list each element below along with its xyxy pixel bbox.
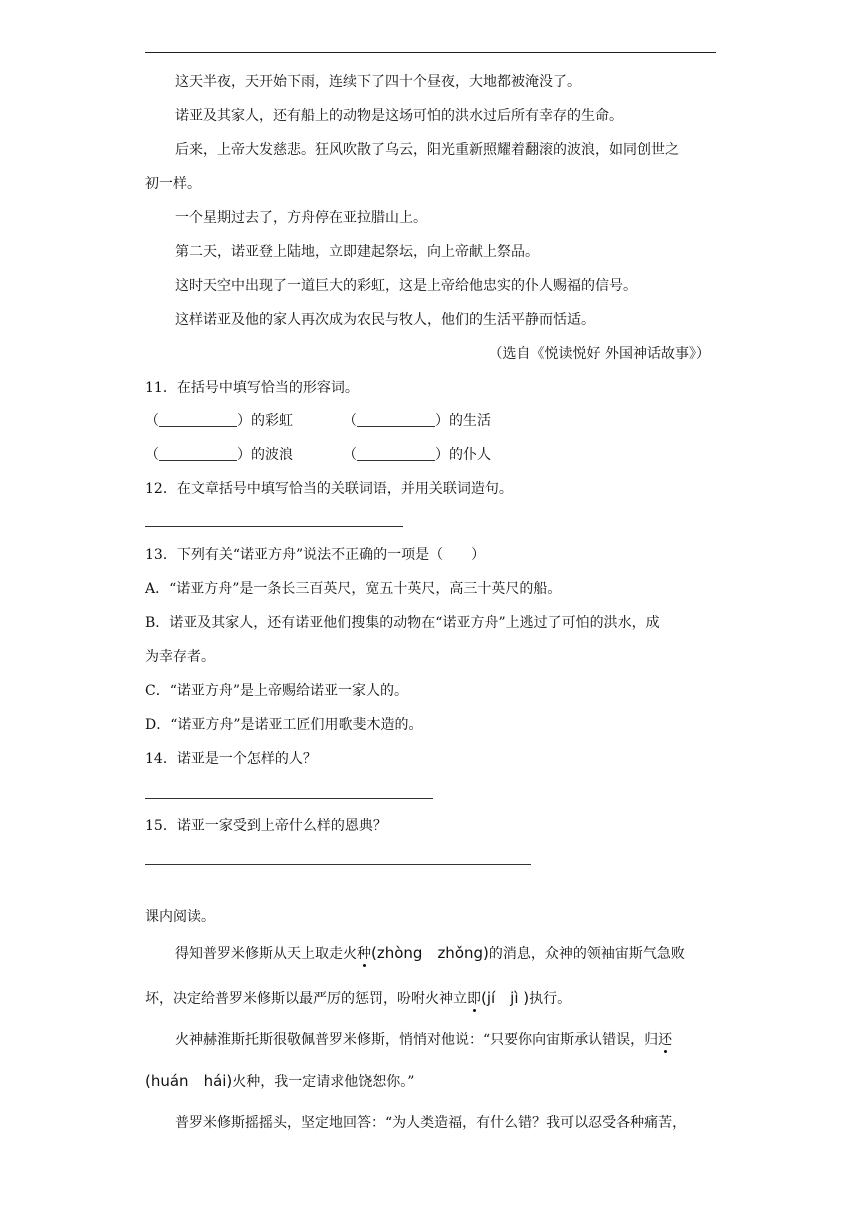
q12-answer-line[interactable] bbox=[145, 526, 403, 527]
reading-paragraph-2-line-2 bbox=[145, 1071, 414, 1092]
section-heading: 课内阅读。 bbox=[145, 909, 215, 925]
r2a-text: 火神赫淮斯托斯很敬佩普罗米修斯，悄悄对他说：“只要你向宙斯承认错误，归 bbox=[175, 1032, 659, 1048]
q11-d-label: ）的仆人 bbox=[435, 447, 491, 463]
story-paragraph-6: 这时天空中出现了一道巨大的彩虹，这是上帝给他忠实的仆人赐福的信号。 bbox=[175, 278, 637, 294]
q14-answer-line[interactable] bbox=[145, 798, 433, 799]
q13-option-b-line-2[interactable]: 为幸存者。 bbox=[145, 649, 215, 665]
q11-d-blank-line[interactable] bbox=[357, 446, 435, 461]
r1b-text: 坏，决定给普罗米修斯以最严厉的惩罚，吩咐火神立 bbox=[145, 991, 467, 1007]
question-15: 15．诺亚一家受到上帝什么样的恩典？ bbox=[145, 818, 387, 834]
reading-paragraph-1-line-2 bbox=[145, 988, 571, 1009]
q11-b-blank-line[interactable] bbox=[357, 412, 435, 427]
q15-answer-line[interactable] bbox=[145, 864, 531, 865]
reading-paragraph-1-line-1 bbox=[175, 943, 685, 964]
reading-paragraph-3: 普罗米修斯摇摇头，坚定地回答：“为人类造福，有什么错？我可以忍受各种痛苦， bbox=[175, 1115, 687, 1131]
q11-c-open-paren: （ bbox=[145, 447, 159, 463]
q11-a-blank-line[interactable] bbox=[159, 412, 237, 427]
r2b-text: 火种，我一定请求他饶恕你。” bbox=[232, 1074, 415, 1090]
reading-paragraph-2-line-1 bbox=[175, 1030, 672, 1050]
q11-blank-rainbow[interactable] bbox=[145, 411, 293, 431]
q11-b-open-paren: （ bbox=[343, 413, 357, 429]
r1b-dotted-char: 即 bbox=[467, 991, 481, 1007]
story-paragraph-5: 第二天，诺亚登上陆地，立即建起祭坛，向上帝献上祭品。 bbox=[175, 244, 539, 260]
r2b-pinyin: (huán hái) bbox=[145, 1072, 233, 1090]
q13-option-b-line-1[interactable]: B．诺亚及其家人，还有诺亚他们搜集的动物在“诺亚方舟”上逃过了可怕的洪水，成 bbox=[145, 615, 660, 631]
q11-blank-servant[interactable] bbox=[343, 445, 491, 465]
q11-a-open-paren: （ bbox=[145, 413, 159, 429]
question-11: 11．在括号中填写恰当的形容词。 bbox=[145, 380, 359, 396]
question-12: 12．在文章括号中填写恰当的关联词语，并用关联词造句。 bbox=[145, 481, 513, 497]
q13-option-d[interactable]: D．“诺亚方舟”是诺亚工匠们用歌斐木造的。 bbox=[145, 717, 423, 733]
r1b-text-post: 执行。 bbox=[529, 991, 572, 1007]
story-paragraph-2: 诺亚及其家人，还有船上的动物是这场可怕的洪水过后所有幸存的生命。 bbox=[175, 108, 623, 124]
story-paragraph-3-line-1: 后来，上帝大发慈悲。狂风吹散了乌云，阳光重新照耀着翻滚的波浪，如同创世之 bbox=[175, 142, 679, 158]
r1a-pinyin: (zhòng zhǒng) bbox=[371, 944, 489, 962]
q11-c-blank-line[interactable] bbox=[159, 446, 237, 461]
q11-blank-life[interactable] bbox=[343, 411, 491, 431]
story-paragraph-1: 这天半夜，天开始下雨，连续下了四十个昼夜，大地都被淹没了。 bbox=[175, 74, 581, 90]
r1b-pinyin: (jí jì ) bbox=[481, 989, 530, 1007]
q11-d-open-paren: （ bbox=[343, 447, 357, 463]
story-paragraph-4: 一个星期过去了，方舟停在亚拉腊山上。 bbox=[175, 210, 427, 226]
q11-c-label: ）的波浪 bbox=[237, 447, 293, 463]
header-rule bbox=[145, 52, 716, 53]
question-13: 13．下列有关“诺亚方舟”说法不正确的一项是（ ） bbox=[145, 547, 486, 563]
r2a-dotted-char: 还 bbox=[658, 1032, 673, 1048]
story-paragraph-7: 这样诺亚及他的家人再次成为农民与牧人，他们的生活平静而恬适。 bbox=[175, 312, 595, 328]
r1a-text: 得知普罗米修斯从天上取走火 bbox=[175, 946, 357, 962]
q11-b-label: ）的生活 bbox=[435, 413, 491, 429]
question-14: 14．诺亚是一个怎样的人？ bbox=[145, 751, 317, 767]
q11-blank-waves[interactable] bbox=[145, 445, 293, 465]
q13-option-c[interactable]: C．“诺亚方舟”是上帝赐给诺亚一家人的。 bbox=[145, 683, 409, 699]
r1a-text-post: 的消息，众神的领袖宙斯气急败 bbox=[488, 946, 685, 962]
story-source: （选自《悦读悦好 外国神话故事》） bbox=[488, 346, 710, 362]
q13-option-a[interactable]: A．“诺亚方舟”是一条长三百英尺，宽五十英尺，高三十英尺的船。 bbox=[145, 581, 562, 597]
r1a-dotted-char: 种 bbox=[357, 946, 371, 962]
story-paragraph-3-line-2: 初一样。 bbox=[145, 176, 201, 192]
q11-a-label: ）的彩虹 bbox=[237, 413, 293, 429]
